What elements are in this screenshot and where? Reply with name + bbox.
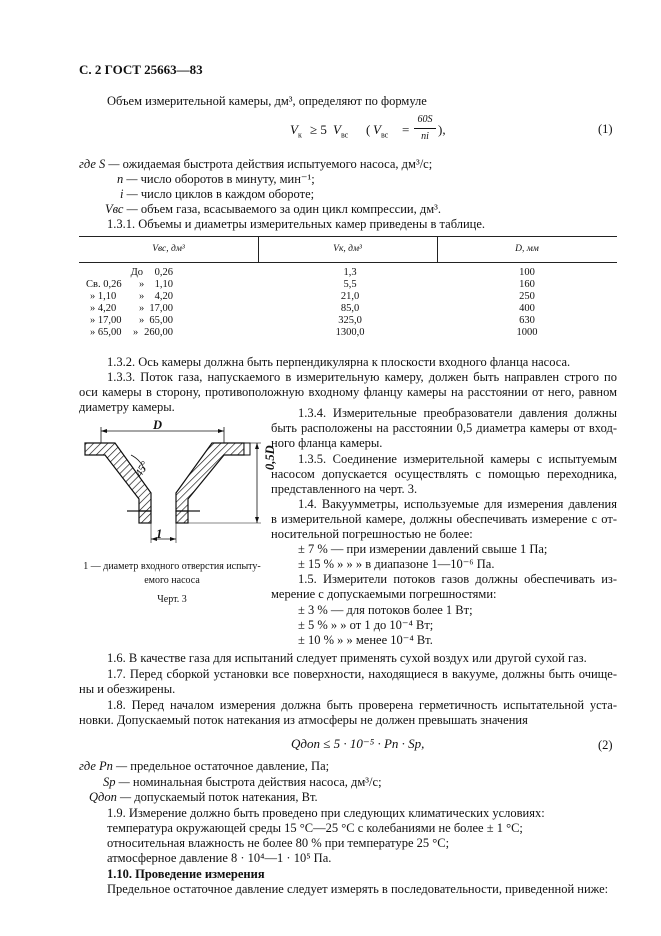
p15-line: мерение с допускаемыми погрешностями: bbox=[271, 587, 497, 601]
formula-2: Qдоп ≤ 5 · 10⁻⁵ · Pп · Sр, bbox=[291, 736, 425, 751]
paragraph-1-10: Предельное остаточное давление следует измерять в последовательности, приведенной ниже: bbox=[107, 882, 609, 896]
table-cell: 4,20 bbox=[154, 291, 173, 302]
table-header-vk: Vк, дм³ bbox=[333, 244, 362, 254]
table-cell: 160 bbox=[519, 279, 535, 290]
table-cell: 5,5 bbox=[343, 279, 357, 290]
figure-label-05d: 0,5D bbox=[263, 445, 277, 470]
paragraph-1-9-line: 1.9. Измерение должно быть проведено при следующих климатических условиях: bbox=[107, 806, 545, 820]
table-cell: 0,26 bbox=[154, 267, 173, 278]
table-cell: » 17,00 bbox=[90, 315, 122, 326]
page-header: С. 2 ГОСТ 25663—83 bbox=[79, 62, 203, 77]
p135-line: насосом допускается осуществлять с помощью переходника, bbox=[271, 467, 617, 481]
table-cell: » bbox=[139, 303, 145, 314]
figure-title: Черт. 3 bbox=[157, 594, 187, 605]
formula-1-number: (1) bbox=[598, 122, 613, 136]
formula-1-close: ), bbox=[438, 122, 446, 137]
table-cell: 260,00 bbox=[144, 327, 173, 338]
table-top-rule bbox=[79, 236, 617, 237]
figure-label-45: 45° bbox=[133, 459, 152, 479]
paragraph-1-3-3-line: диаметру камеры. bbox=[79, 400, 175, 414]
table-cell: » 65,00 bbox=[90, 327, 122, 338]
p15-item: ± 3 % — для потоков более 1 Вт; bbox=[298, 603, 473, 617]
table-cell: » bbox=[139, 315, 145, 326]
formula-2-number: (2) bbox=[598, 738, 613, 752]
p14-item: ± 15 % » » » в диапазоне 1—10⁻⁶ Па. bbox=[298, 557, 495, 571]
table-cell: 1300,0 bbox=[335, 327, 365, 338]
paragraph-1-9-line: температура окружающей среды 15 °С—25 °С с колебаниями не более ± 1 °С; bbox=[107, 821, 523, 835]
where2-row: Qдоп — допускаемый поток натекания, Вт. bbox=[89, 790, 318, 804]
formula-1-denominator: ni bbox=[421, 131, 429, 142]
where1-row: n — число оборотов в минуту, мин⁻¹; bbox=[117, 172, 315, 186]
where1-row: где S — ожидаемая быстрота действия испытуемого насоса, дм³/с; bbox=[79, 157, 433, 171]
table-cell: 400 bbox=[519, 303, 535, 314]
where1-row: Vвс — объем газа, всасываемого за один цикл компрессии, дм³. bbox=[105, 202, 441, 216]
formula-1-fraction-bar bbox=[414, 128, 436, 129]
table-cell: » 4,20 bbox=[90, 303, 117, 314]
p15-line: 1.5. Измерители потоков газов должны обеспечивать из- bbox=[298, 572, 617, 586]
p14-item: ± 7 % — при измерении давлений свыше 1 Па; bbox=[298, 542, 548, 556]
paragraph-1-3-2: 1.3.2. Ось камеры должна быть перпендикулярна к плоскости входного фланца насоса. bbox=[107, 355, 571, 369]
paragraph-1-7-line: ны и обезжирены. bbox=[79, 682, 176, 696]
p15-item: ± 10 % » » менее 10⁻⁴ Вт. bbox=[298, 633, 433, 647]
table-cell: » bbox=[139, 279, 145, 290]
table-cell: 1,10 bbox=[154, 279, 173, 290]
paragraph-1-3-3-line: оси камеры в сторону, противоположную входному фланцу камеры на расстоянии от него, равном bbox=[79, 385, 617, 399]
table-header-rule bbox=[79, 262, 617, 263]
paragraph-1-7-line: 1.7. Перед сборкой установки все поверхности, находящиеся в вакууме, должны быть очище- bbox=[107, 667, 617, 681]
p15-item: ± 5 % » » от 1 до 10⁻⁴ Вт; bbox=[298, 618, 434, 632]
table-cell: 17,00 bbox=[149, 303, 173, 314]
table-cell: 65,00 bbox=[149, 315, 173, 326]
table-cell: » bbox=[133, 327, 139, 338]
formula-1-eq: = bbox=[402, 122, 410, 137]
paragraph-1-6: 1.6. В качестве газа для испытаний следует применять сухой воздух или другой сухой газ. bbox=[107, 651, 587, 665]
figure-caption: 1 — диаметр входного отверстия испыту- емого насоса bbox=[83, 561, 261, 586]
paragraph-1-9-line: атмосферное давление 8 · 10⁴—1 · 10⁵ Па. bbox=[107, 851, 332, 865]
paragraph-1-8-line: 1.8. Перед началом измерения должна быть проверена герметичность испытательной уста- bbox=[107, 698, 617, 712]
section-1-10-title: 1.10. Проведение измерения bbox=[107, 867, 265, 881]
p134-line: ного фланца камеры. bbox=[271, 436, 383, 450]
paragraph-1-3-3-line: 1.3.3. Поток газа, напускаемого в измерительную камеру, должен быть направлен строго по bbox=[107, 370, 617, 384]
table-cell: Св. 0,26 bbox=[86, 279, 122, 290]
p135-line: 1.3.5. Соединение измерительной камеры с испытуемым bbox=[298, 452, 617, 466]
table-cell: 1,3 bbox=[343, 267, 357, 278]
table-cell: 630 bbox=[519, 315, 535, 326]
formula-1-numerator: 60S bbox=[417, 114, 433, 125]
table-cell: 21,0 bbox=[340, 291, 360, 302]
formula-1-v: $V_{вс}$ bbox=[333, 122, 349, 140]
p134-line: быть расположены на расстоянии 0,5 диаметра камеры от вход- bbox=[271, 421, 617, 435]
table-header-vbc: Vвс, дм³ bbox=[152, 244, 185, 254]
p134-line: 1.3.4. Измерительные преобразователи давления должны bbox=[298, 406, 617, 420]
table-cell: 85,0 bbox=[340, 303, 360, 314]
formula-1 bbox=[290, 114, 590, 152]
table-cell: До bbox=[130, 267, 143, 278]
intro-text: Объем измерительной камеры, дм³, определяют по формуле bbox=[107, 94, 427, 108]
chamber-adapter-drawing bbox=[79, 415, 274, 555]
table-cell: 100 bbox=[519, 267, 535, 278]
where1-row: i — число циклов в каждом обороте; bbox=[120, 187, 315, 201]
p135-line: представленного на черт. 3. bbox=[271, 482, 418, 496]
table-cell: » 1,10 bbox=[90, 291, 117, 302]
p14-line: в измерительной камере, должны обеспечивать измерение с от- bbox=[271, 512, 617, 526]
formula-1-rel: ≥ 5 bbox=[310, 122, 327, 137]
table-cell: 1000 bbox=[516, 327, 538, 338]
paragraph-1-9-line: относительная влажность не более 80 % при температуре 25 °С; bbox=[107, 836, 450, 850]
table-header-d: D, мм bbox=[515, 244, 539, 254]
where2-row: где Pп — предельное остаточное давление, Па; bbox=[79, 759, 330, 773]
formula-1-vbc: $V_{вс}$ bbox=[373, 122, 389, 140]
paragraph-1-3-1: 1.3.1. Объемы и диаметры измерительных камер приведены в таблице. bbox=[107, 217, 486, 231]
formula-1-paren: ( bbox=[366, 122, 371, 137]
table-cell: » bbox=[139, 291, 145, 302]
where2-row: Sр — номинальная быстрота действия насоса, дм³/с; bbox=[103, 775, 382, 789]
figure-label-d: D bbox=[153, 418, 163, 432]
formula-1-lhs: $V_к$ bbox=[290, 122, 302, 140]
table-cell: 250 bbox=[519, 291, 535, 302]
paragraph-1-8-line: новки. Допускаемый поток натекания из атмосферы не должен превышать значения bbox=[79, 713, 528, 727]
p14-line: 1.4. Вакуумметры, используемые для измерения давления bbox=[298, 497, 617, 511]
p14-line: носительной погрешностью не более: bbox=[271, 527, 473, 541]
table-cell: 325,0 bbox=[338, 315, 362, 326]
figure-label-1: 1 bbox=[156, 527, 163, 541]
